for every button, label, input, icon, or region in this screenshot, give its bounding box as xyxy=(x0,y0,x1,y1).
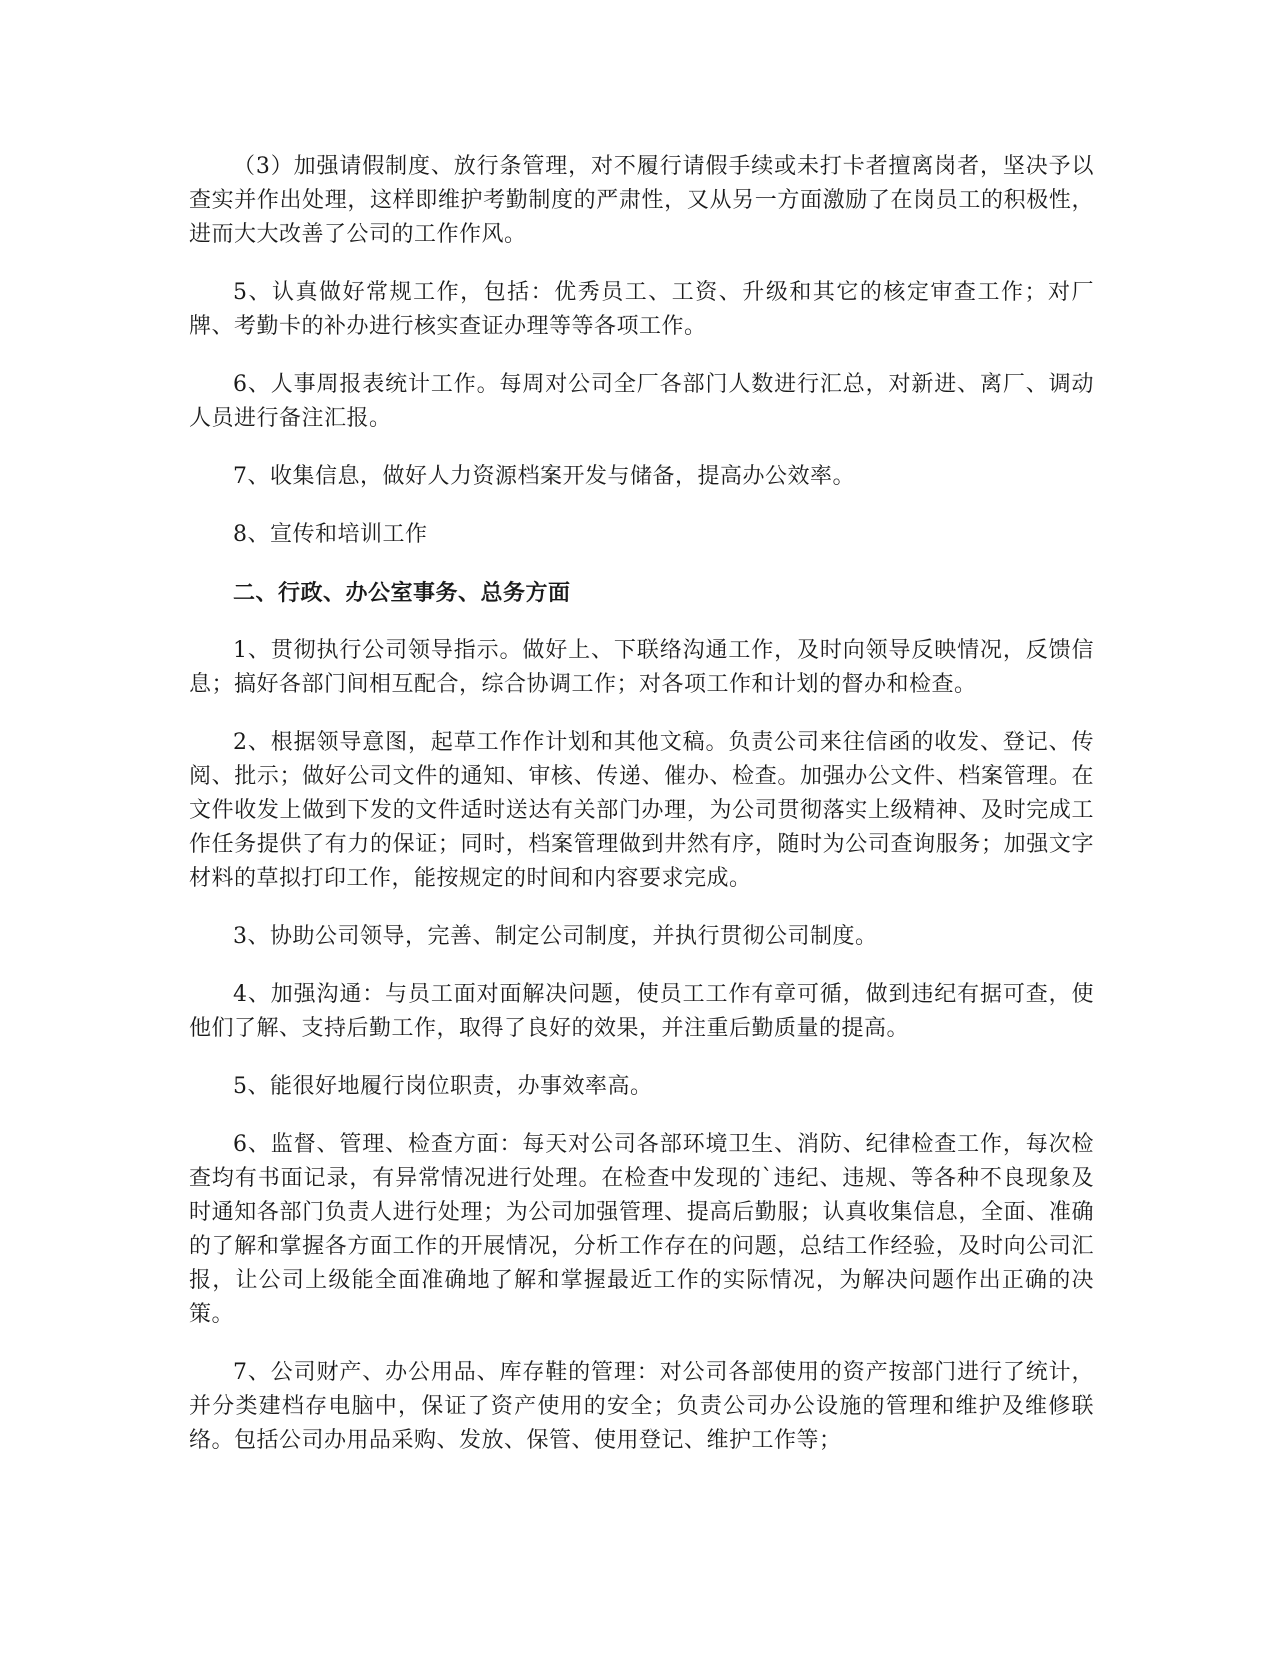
paragraph-supervision: 6、监督、管理、检查方面：每天对公司各部环境卫生、消防、纪律检查工作，每次检查均有书面记录，有异常情况进行处理。在检查中发现的`违纪、违规、等各种不良现象及时通知各部门负责人进行处理；为公司加强管理、提高后勤服；认真收集信息，全面、准确的了解和掌握各方面工作的开展情况，分析工作存在的问题，总结工作经验，及时向公司汇报，让公司上级能全面准确地了解和掌握最近工作的实际情况，为解决问题作出正确的决策。 xyxy=(189,1132,1094,1327)
paragraph-implement-instructions: 1、贯彻执行公司领导指示。做好上、下联络沟通工作，及时向领导反映情况，反馈信息；搞好各部门间相互配合，综合协调工作；对各项工作和计划的督办和检查。 xyxy=(189,638,1094,697)
paragraph-routine-work: 5、认真做好常规工作，包括：优秀员工、工资、升级和其它的核定审查工作；对厂牌、考勤卡的补办进行核实查证办理等等各项工作。 xyxy=(189,280,1094,339)
paragraph-duties: 5、能很好地履行岗位职责，办事效率高。 xyxy=(233,1074,653,1099)
paragraph-drafting-documents: 2、根据领导意图，起草工作作计划和其他文稿。负责公司来往信函的收发、登记、传阅、批示；做好公司文件的通知、审核、传递、催办、检查。加强办公文件、档案管理。在文件收发上做到下发的文件适时送达有关部门办理，为公司贯彻落实上级精神、及时完成工作任务提供了有力的保证；同时，档案管理做到井然有序，随时为公司查询服务；加强文字材料的草拟打印工作，能按规定的时间和内容要求完成。 xyxy=(189,730,1094,891)
paragraph-weekly-report: 6、人事周报表统计工作。每周对公司全厂各部门人数进行汇总，对新进、离厂、调动人员进行备注汇报。 xyxy=(189,372,1094,431)
paragraph-company-rules: 3、协助公司领导，完善、制定公司制度，并执行贯彻公司制度。 xyxy=(233,924,878,949)
document-body xyxy=(189,150,1094,1482)
paragraph-leave-management: （3）加强请假制度、放行条管理，对不履行请假手续或未打卡者擅离岗者，坚决予以查实并作出处理，这样即维护考勤制度的严肃性，又从另一方面激励了在岗员工的积极性，进而大大改善了公司的工作作风。 xyxy=(189,154,1094,247)
section-heading-admin: 二、行政、办公室事务、总务方面 xyxy=(233,580,571,606)
paragraph-collect-info: 7、收集信息，做好人力资源档案开发与储备，提高办公效率。 xyxy=(233,464,855,489)
paragraph-assets-management: 7、公司财产、办公用品、库存鞋的管理：对公司各部使用的资产按部门进行了统计，并分类建档存电脑中，保证了资产使用的安全；负责公司办公设施的管理和维护及维修联络。包括公司办用品采购、发放、保管、使用登记、维护工作等； xyxy=(189,1360,1094,1453)
paragraph-communication: 4、加强沟通：与员工面对面解决问题，使员工工作有章可循，做到违纪有据可查，使他们了解、支持后勤工作，取得了良好的效果，并注重后勤质量的提高。 xyxy=(189,982,1094,1041)
paragraph-training: 8、宣传和培训工作 xyxy=(233,522,428,547)
